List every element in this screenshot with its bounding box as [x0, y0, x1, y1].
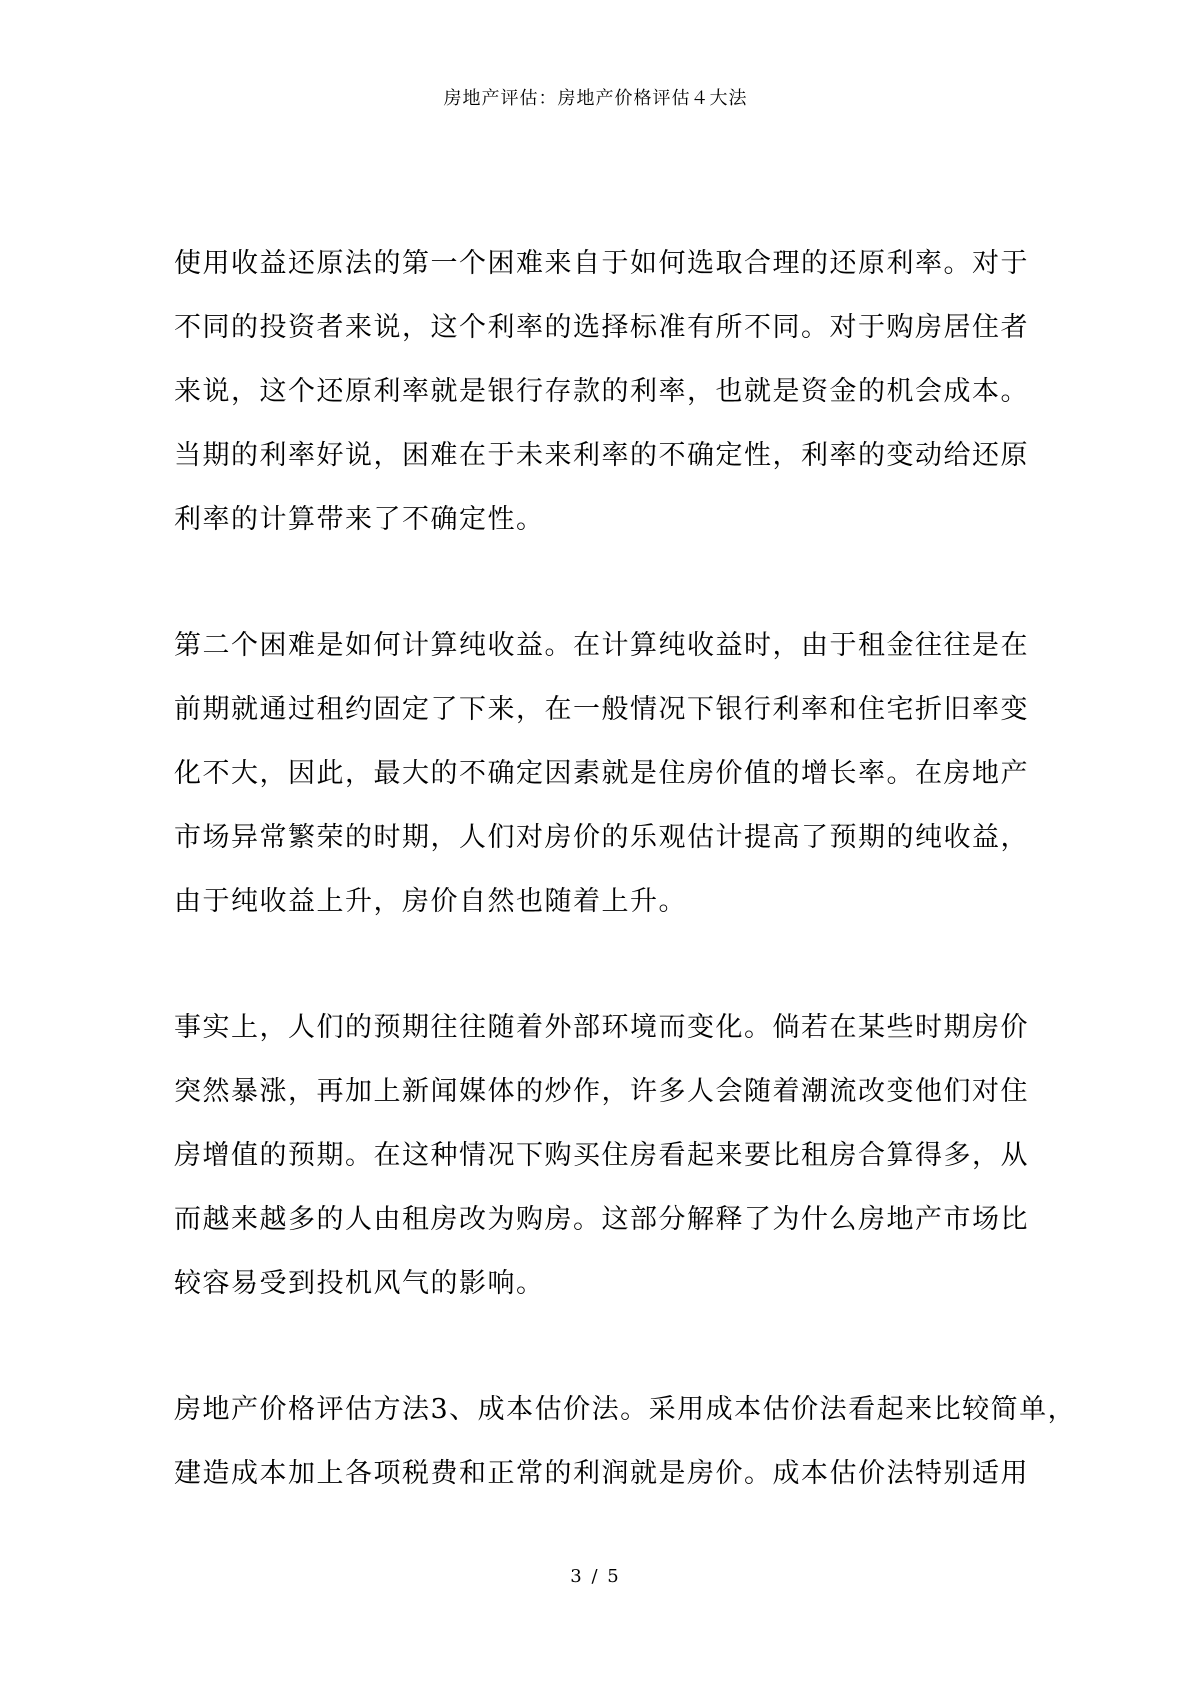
text-line: 市场异常繁荣的时期，人们对房价的乐观估计提高了预期的纯收益，	[174, 822, 1029, 853]
paragraph-3	[174, 996, 1032, 1316]
document-body	[174, 232, 1077, 1568]
paragraph-2	[174, 614, 1032, 934]
text-line: 化不大，因此，最大的不确定因素就是住房价值的增长率。在房地产	[174, 758, 1029, 789]
paragraph-1	[174, 232, 1032, 552]
text-line: 而越来越多的人由租房改为购房。这部分解释了为什么房地产市场比	[174, 1204, 1029, 1235]
text-line: 房增值的预期。在这种情况下购买住房看起来要比租房合算得多，从	[174, 1140, 1029, 1171]
text-line: 事实上，人们的预期往往随着外部环境而变化。倘若在某些时期房价	[174, 1012, 1029, 1043]
text-line: 房地产价格评估方法3、成本估价法。采用成本估价法看起来比较简单，	[174, 1394, 1077, 1425]
text-line: 来说，这个还原利率就是银行存款的利率，也就是资金的机会成本。	[174, 376, 1029, 407]
text-line: 使用收益还原法的第一个困难来自于如何选取合理的还原利率。对于	[174, 248, 1029, 279]
text-line: 利率的计算带来了不确定性。	[174, 504, 545, 535]
text-line: 较容易受到投机风气的影响。	[174, 1268, 545, 1299]
text-line: 第二个困难是如何计算纯收益。在计算纯收益时，由于租金往往是在	[174, 630, 1029, 661]
text-line: 前期就通过租约固定了下来，在一般情况下银行利率和住宅折旧率变	[174, 694, 1029, 725]
text-line: 突然暴涨，再加上新闻媒体的炒作，许多人会随着潮流改变他们对住	[174, 1076, 1029, 1107]
page-number: 3 / 5	[570, 1566, 621, 1587]
text-line: 当期的利率好说，困难在于未来利率的不确定性，利率的变动给还原	[174, 440, 1029, 471]
page-header: 房地产评估：房地产价格评估４大法	[443, 88, 748, 109]
text-line: 不同的投资者来说，这个利率的选择标准有所不同。对于购房居住者	[174, 312, 1029, 343]
text-line: 建造成本加上各项税费和正常的利润就是房价。成本估价法特别适用	[174, 1458, 1029, 1489]
text-line: 由于纯收益上升，房价自然也随着上升。	[174, 886, 687, 917]
paragraph-4	[174, 1378, 1077, 1506]
